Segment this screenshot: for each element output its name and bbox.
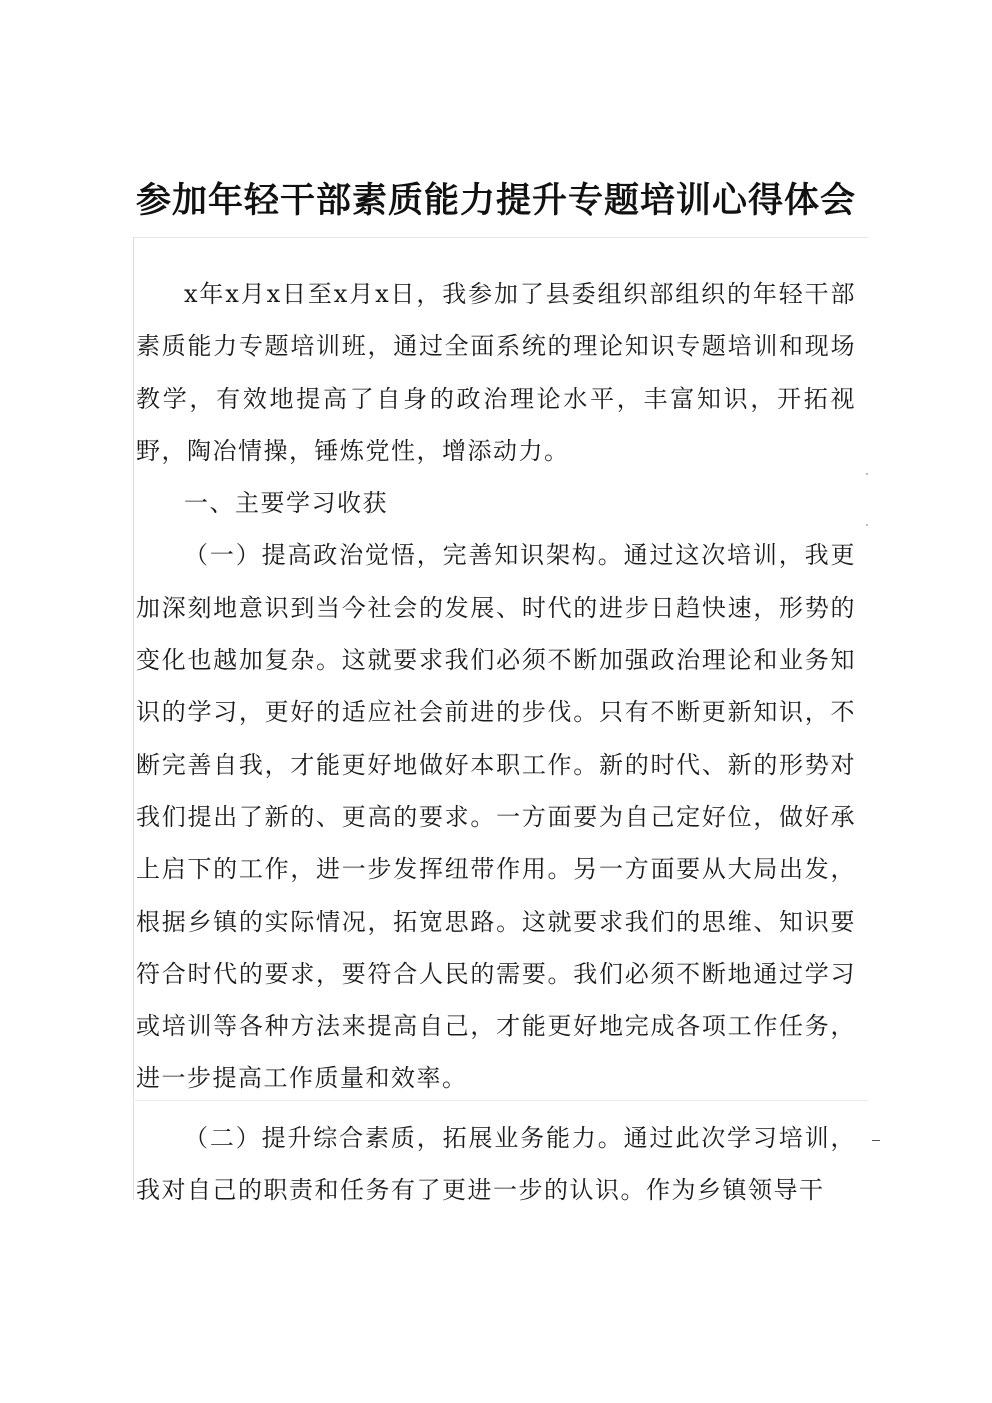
document-body [136,268,856,1216]
paragraph-section-2: （二）提升综合素质，拓展业务能力。通过此次学习培训，我对自己的职责和任务有了更进一步的认识。作为乡镇领导干 [136,1123,856,1205]
paragraph-section-1: （一）提高政治觉悟，完善知识架构。通过这次培训，我更加深刻地意识到当今社会的发展、时代的进步日趋快速，形势的变化也越加复杂。这就要求我们必须不断加强政治理论和业务知识的学习，更好的适应社会前进的步伐。只有不断更新知识，不断完善自我，才能更好地做好本职工作。新的时代、新的形势对我们提出了新的、更高的要求。一方面要为自己定好位，做好承上启下的工作，进一步发挥纽带作用。另一方面要从大局出发，根据乡镇的实际情况，拓宽思路。这就要求我们的思维、知识要符合时代的要求，要符合人民的需要。我们必须不断地通过学习或培训等各种方法来提高自己，才能更好地完成各项工作任务，进一步提高工作质量和效率。 [136,541,856,1093]
paragraph-intro: x年x月x日至x月x日，我参加了县委组织部组织的年轻干部素质能力专题培训班，通过全面系统的理论知识专题培训和现场教学，有效地提高了自身的政治理论水平，丰富知识，开拓视野，陶冶情操，锤炼党性，增添动力。 [136,280,856,465]
frame-left-border [133,237,134,1200]
frame-top-border [133,237,868,238]
text-caret-mark [872,1140,880,1141]
margin-tick [866,524,868,526]
document-title: 参加年轻干部素质能力提升专题培训心得体会 [135,181,856,221]
margin-tick [866,473,868,475]
section-heading: 一、主要学习收获 [184,489,388,518]
